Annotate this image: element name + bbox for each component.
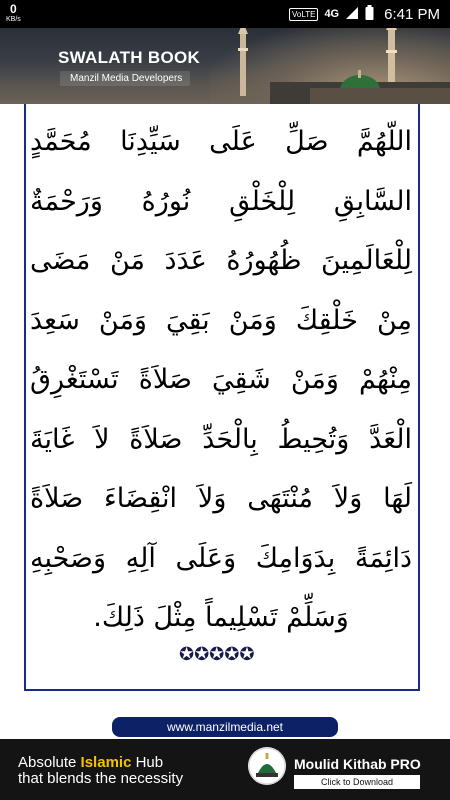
text-line: مِنْهُمْ وَمَنْ شَقِيَ صَلاَةً تَسْتَغْرِقُ [30,364,412,395]
ad-line2: that blends the necessity [18,770,184,787]
swalath-text [30,112,412,648]
ad-tagline [18,755,183,787]
speed-value: 0 [10,2,17,16]
text-line: لَهَا وَلاَ مُنْتَهَى وَلاَ انْقِضَاءَ صَلاَةً [30,483,412,514]
decorative-ornament-icon [179,645,275,665]
ad-app-name: Moulid Kithab PRO [294,756,421,772]
text-line: لِلْعَالَمِينَ ظُهُورُهُ عَدَدَ مَنْ مَضَى [30,245,412,276]
text-line: اللّهُمَّ صَلِّ عَلَى سَيِّدِنَا مُحَمَّدٍ [30,126,412,157]
network-speed [6,3,21,23]
ad-banner[interactable] [0,739,450,800]
mosque-image-icon [210,28,450,104]
signal-icon [345,6,359,23]
volte-badge: VoLTE [289,8,318,21]
text-line: وَسَلِّمْ تَسْلِيماً مِثْلَ ذَلِكَ. [93,602,349,633]
app-header-banner [0,28,450,104]
app-title: SWALATH BOOK [58,48,201,67]
text-line: مِنْ خَلْقِكَ وَمَنْ بَقِيَ وَمَنْ سَعِدَ [30,304,412,336]
download-button[interactable]: Click to Download [294,775,420,789]
clock: 6:41 PM [384,5,440,23]
battery-icon [365,5,374,23]
text-line: دَائِمَةً بِدَوَامِكَ وَعَلَى آلِهِ وَصَحْبِهِ [30,542,412,574]
app-subtitle: Manzil Media Developers [60,71,190,86]
status-icons [289,5,440,23]
text-line: الْعَدَّ وَتُحِيطُ بِالْحَدِّ صَلاَةً لاَ غَايَةَ [30,423,412,455]
speed-unit: KB/s [6,16,21,23]
ad-line1-prefix: Absolute [18,754,81,771]
ad-line1-highlight: Islamic [80,754,132,771]
ad-line1-suffix: Hub [131,754,164,771]
ornament-glyphs: ✪✪✪✪✪ [179,644,255,665]
status-bar [0,0,450,28]
text-line: السَّابِقِ لِلْخَلْقِ نُورُهُ وَرَحْمَةٌ [30,185,412,217]
network-type: 4G [324,8,340,20]
app-logo-icon [248,747,286,785]
website-link[interactable]: www.manzilmedia.net [112,717,338,737]
